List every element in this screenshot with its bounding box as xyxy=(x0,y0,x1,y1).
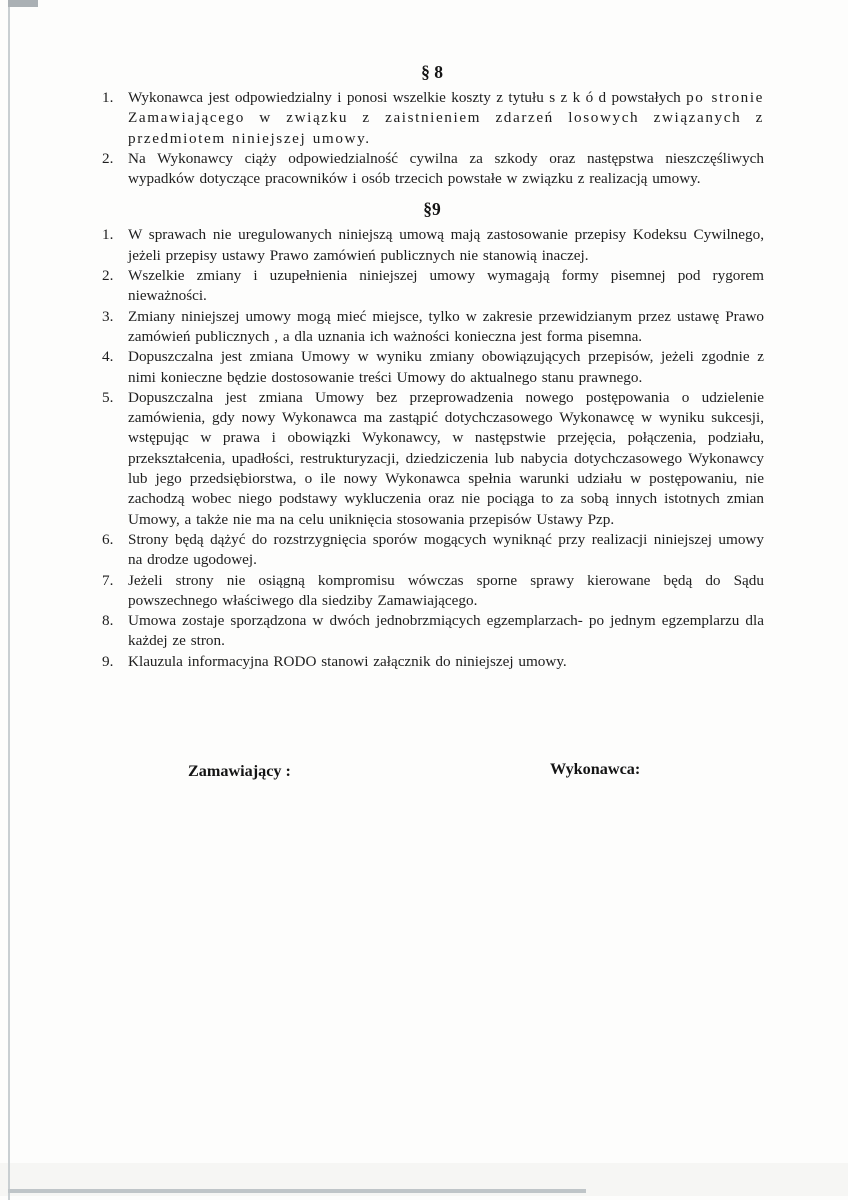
item-text: Umowa zostaje sporządzona w dwóch jednobrzmiących egzemplarzach- po jednym egzemplarzu dla każdej ze stron. xyxy=(128,612,764,650)
item-number: 2. xyxy=(102,267,114,285)
section-8-heading: § 8 xyxy=(421,62,443,82)
list-item xyxy=(100,149,764,190)
item-number: 6. xyxy=(102,530,114,548)
section-9-list xyxy=(100,225,764,672)
signature-zamawiajacy-label: Zamawiający : xyxy=(188,762,291,780)
list-item xyxy=(100,225,764,266)
item-number: 3. xyxy=(102,307,114,325)
item-text: Klauzula informacyjna RODO stanowi załącznik do niniejszej umowy. xyxy=(128,652,567,670)
item-number: 8. xyxy=(102,612,114,630)
section-8-list xyxy=(100,88,764,189)
item-text: Strony będą dążyć do rozstrzygnięcia sporów mogących wyniknąć przy realizacji niniejszej umowy na drodze ugodowej. xyxy=(128,530,764,569)
item-number: 4. xyxy=(102,348,114,366)
scan-corner-mark xyxy=(8,0,38,7)
item-number: 5. xyxy=(102,388,114,406)
item-number: 7. xyxy=(102,571,114,589)
list-item xyxy=(100,571,764,612)
item-text: Zmiany niniejszej umowy mogą mieć miejsce, tylko w zakresie przewidzianym przez ustawę Prawo zamówień publicznych , a dla uznania ich ważności konieczna jest forma pisemna. xyxy=(128,307,764,345)
item-number: 2. xyxy=(102,149,114,167)
item-text: Dopuszczalna jest zmiana Umowy w wyniku zmiany obowiązujących przepisów, jeżeli zgodnie z nimi konieczne będzie dostosowanie treści Umowy do aktualnego stanu prawnego. xyxy=(128,348,764,386)
section-9-heading: §9 xyxy=(423,199,441,220)
item-text-start: Wykonawca jest odpowiedzialny i ponosi wszelkie koszty z tytułu s z k ó d powstałych xyxy=(128,89,687,106)
scan-edge-bottom xyxy=(8,1189,586,1193)
list-item xyxy=(100,652,764,672)
list-item xyxy=(100,388,764,530)
list-item xyxy=(100,347,764,388)
item-text: Na Wykonawcy ciąży odpowiedzialność cywilna za szkody oraz następstwa nieszczęśliwych wypadków dotyczące pracowników i osób trzecich powstałe w związku z realizacją umowy. xyxy=(128,149,764,188)
list-item xyxy=(100,611,764,652)
item-number: 1. xyxy=(102,89,114,106)
item-text: W sprawach nie uregulowanych niniejszą umową mają zastosowanie przepisy Kodeksu Cywilnego, jeżeli przepisy ustawy Prawo zamówień publicznych nie stanowią inaczej. xyxy=(128,226,764,264)
item-text-spaced: po stronie Zamawiającego w związku z zaistnieniem zdarzeń losowych związanych z przedmiotem niniejszej umowy. xyxy=(128,89,764,147)
item-text: Dopuszczalna jest zmiana Umowy bez przeprowadzenia nowego postępowania o udzielenie zamówienia, gdy nowy Wykonawca ma zastąpić dotychczasowego Wykonawcę w wyniku sukcesji, wstępując w prawa i obowiązki Wykonawcy, w następstwie przejęcia, połączenia, podziału, przekształcenia, upadłości, restrukturyzacji, dziedziczenia lub nabycia dotychczasowego Wykonawcy lub jego przedsiębiorstwa, o ile nowy Wykonawca spełnia warunki udziału w postępowaniu, nie zachodzą wobec niego podstawy wykluczenia oraz nie pociąga to za sobą innych istotnych zmian Umowy, a także nie ma na celu uniknięcia stosowania przepisów Ustawy Pzp. xyxy=(128,388,764,528)
contract-page xyxy=(100,60,764,672)
item-text xyxy=(128,88,764,149)
signature-wykonawca-label: Wykonawca: xyxy=(550,760,641,778)
list-item xyxy=(100,266,764,307)
signature-row xyxy=(0,758,848,788)
item-number: 9. xyxy=(102,652,114,670)
list-item xyxy=(100,307,764,348)
list-item xyxy=(100,88,764,149)
scan-edge-left xyxy=(8,0,10,1200)
item-text: Jeżeli strony nie osiągną kompromisu wówczas sporne sprawy kierowane będą do Sądu powszechnego właściwego dla siedziby Zamawiającego. xyxy=(128,571,764,609)
item-text: Wszelkie zmiany i uzupełnienia niniejszej umowy wymagają formy pisemnej pod rygorem nieważności. xyxy=(128,267,764,305)
list-item xyxy=(100,530,764,571)
item-number: 1. xyxy=(102,226,114,244)
